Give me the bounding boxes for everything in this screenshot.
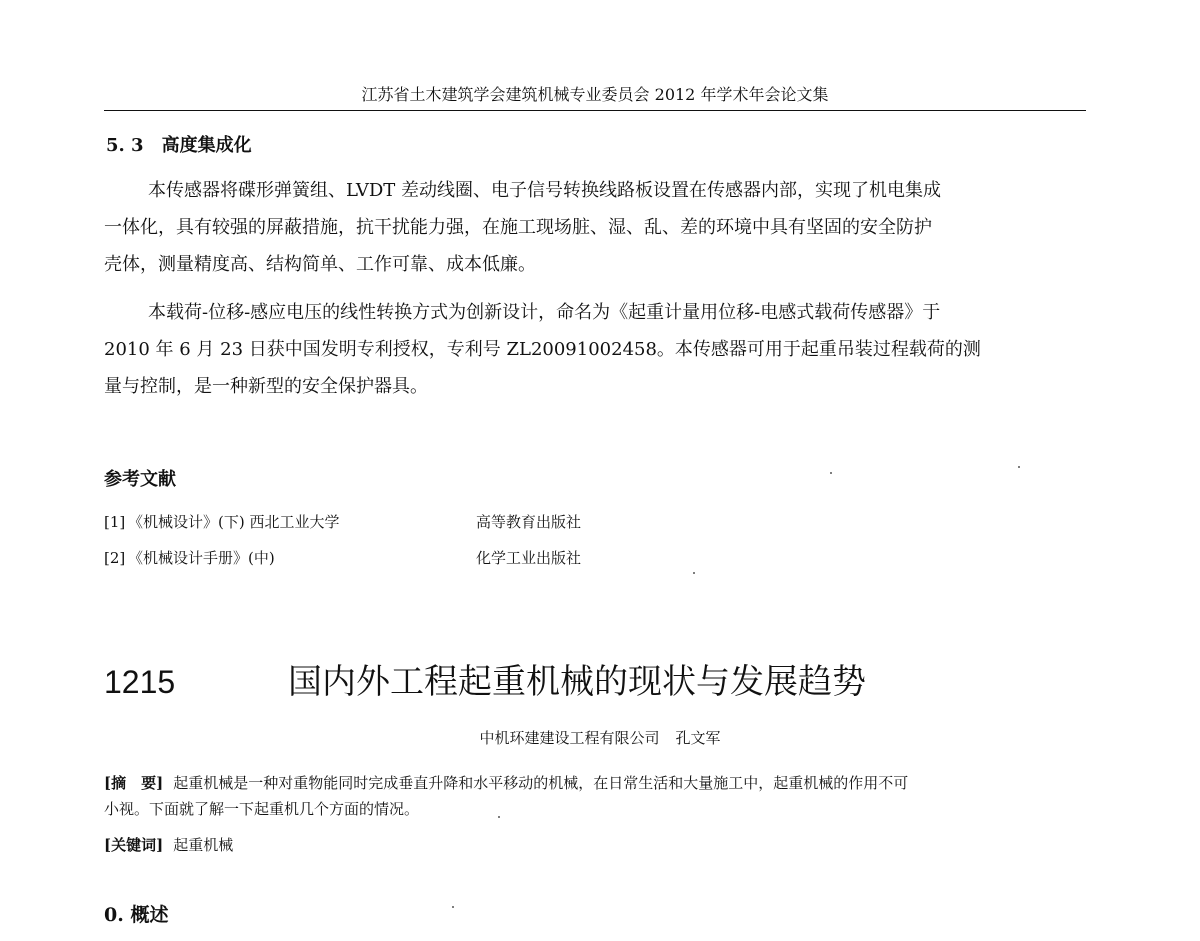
author-affiliation: 中机环建建设工程有限公司	[479, 729, 660, 747]
paragraph-line: 一体化，具有较强的屏蔽措施，抗干扰能力强，在施工现场脏、湿、乱、差的环境中具有坚固的安全防护	[104, 217, 932, 238]
paragraph-line: 本传感器将碟形弹簧组、LVDT 差动线圈、电子信号转换线路板设置在传感器内部，实现了机电集成	[148, 180, 941, 201]
running-header: 江苏省土木建筑学会建筑机械专业委员会 2012 年学术年会论文集	[361, 85, 829, 104]
scan-speck	[830, 472, 832, 474]
abstract-line	[104, 770, 1086, 796]
reference-number: [2]	[104, 549, 126, 567]
references-heading: 参考文献	[104, 469, 176, 490]
article-byline	[0, 728, 1200, 748]
reference-item	[104, 512, 582, 532]
article-number: 1215	[104, 664, 176, 700]
scan-speck	[1018, 466, 1020, 468]
reference-publisher: 化学工业出版社	[476, 549, 582, 567]
article-keywords	[104, 834, 233, 856]
reference-number: [1]	[104, 513, 126, 531]
section-heading-overview: 0. 概述	[104, 904, 169, 926]
reference-title: 《机械设计手册》(中)	[128, 549, 275, 567]
scan-speck	[693, 572, 695, 574]
scan-speck	[498, 816, 500, 818]
paragraph-line: 2010 年 6 月 23 日获中国发明专利授权，专利号 ZL20091002458。本传感器可用于起重吊装过程载荷的测	[104, 339, 981, 360]
keywords-text: 起重机械	[173, 836, 234, 854]
paragraph-line: 本载荷-位移-感应电压的线性转换方式为创新设计，命名为《起重计量用位移-电感式载荷传感器》于	[148, 302, 941, 323]
abstract-label: [摘 要]	[104, 774, 164, 792]
reference-publisher: 高等教育出版社	[476, 513, 582, 531]
section-heading-5-3	[106, 134, 252, 158]
header-rule	[104, 110, 1086, 111]
paragraph-line: 量与控制，是一种新型的安全保护器具。	[104, 376, 428, 397]
paragraph-patent	[104, 294, 1086, 405]
article-title: 国内外工程起重机械的现状与发展趋势	[288, 663, 866, 701]
keywords-label: [关键词]	[104, 836, 164, 854]
section-title: 高度集成化	[161, 135, 252, 156]
section-number: 5. 3	[106, 135, 144, 156]
paragraph-line: 壳体，测量精度高、结构简单、工作可靠、成本低廉。	[104, 254, 536, 275]
article-abstract	[104, 770, 1086, 822]
reference-title: 《机械设计》(下) 西北工业大学	[128, 513, 340, 531]
author-name: 孔文军	[675, 729, 721, 747]
abstract-text: 起重机械是一种对重物能同时完成垂直升降和水平移动的机械，在日常生活和大量施工中，起重机械的作用不可	[173, 774, 909, 792]
paragraph-integration	[104, 172, 1086, 283]
abstract-line: 小视。下面就了解一下起重机几个方面的情况。	[104, 800, 420, 818]
scan-speck	[452, 906, 454, 908]
reference-item	[104, 548, 582, 568]
